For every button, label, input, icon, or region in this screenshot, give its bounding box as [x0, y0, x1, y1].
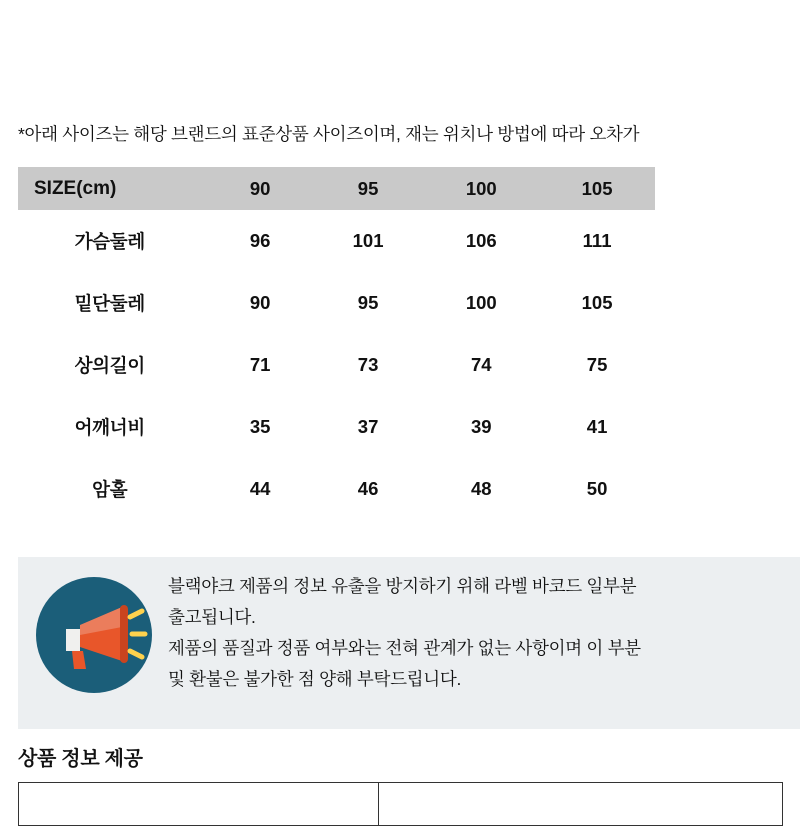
- column-header-95: 95: [357, 177, 379, 199]
- cell-shoulder-100: 39: [470, 416, 492, 437]
- column-header-90: 90: [249, 177, 271, 199]
- cell-hem-95: 95: [357, 292, 379, 313]
- size-chart-table: [18, 167, 655, 520]
- cell-shoulder-90: 35: [249, 416, 271, 437]
- notice-line-3: 제품의 품질과 정품 여부와는 전혀 관계가 없는 사항이며 이 부분: [168, 638, 641, 658]
- table-row: [18, 334, 655, 396]
- cell-hem-90: 90: [249, 292, 271, 313]
- cell-shoulder-95: 37: [357, 416, 379, 437]
- row-label-armhole: 암홀: [92, 479, 128, 500]
- notice-line-2: 출고됩니다.: [168, 607, 256, 627]
- row-label-length: 상의길이: [74, 355, 145, 376]
- notice-line-1: 블랙야크 제품의 정보 유출을 방지하기 위해 라벨 바코드 일부분: [168, 576, 637, 596]
- row-label-chest: 가슴둘레: [74, 231, 145, 252]
- cell-armhole-95: 46: [357, 478, 379, 499]
- cell-length-105: 75: [586, 354, 608, 375]
- product-info-cell-value: [379, 783, 783, 826]
- cell-armhole-90: 44: [249, 478, 271, 499]
- size-notice-text: *아래 사이즈는 해당 브랜드의 표준상품 사이즈이며, 재는 위치나 방법에 따라 오차가: [18, 124, 640, 144]
- section-title-product-info: 상품 정보 제공: [18, 748, 143, 770]
- cell-chest-95: 101: [352, 230, 384, 251]
- table-row: [18, 210, 655, 272]
- table-row: [18, 272, 655, 334]
- table-header-row: [18, 167, 655, 210]
- cell-hem-100: 100: [465, 292, 497, 313]
- size-chart-head: [18, 167, 655, 210]
- column-header-100: 100: [465, 177, 497, 199]
- cell-length-100: 74: [470, 354, 492, 375]
- cell-chest-105: 111: [582, 230, 612, 251]
- product-info-table: [18, 782, 783, 826]
- table-row: [18, 458, 655, 520]
- cell-armhole-100: 48: [470, 478, 492, 499]
- label-notice-text: [168, 571, 800, 695]
- row-label-shoulder: 어깨너비: [74, 417, 145, 438]
- cell-length-95: 73: [357, 354, 379, 375]
- row-label-hem: 밑단둘레: [74, 293, 145, 314]
- megaphone-glyph: [36, 577, 152, 693]
- cell-shoulder-105: 41: [586, 416, 608, 437]
- column-header-105: 105: [581, 177, 613, 199]
- table-row: [18, 396, 655, 458]
- product-info-cell-label: [19, 783, 379, 826]
- column-header-size: SIZE(cm): [34, 177, 117, 199]
- cell-chest-100: 106: [465, 230, 497, 251]
- cell-hem-105: 105: [581, 292, 613, 313]
- cell-length-90: 71: [249, 354, 271, 375]
- size-chart-body: [18, 210, 655, 520]
- cell-chest-90: 96: [249, 230, 271, 251]
- notice-line-4: 및 환불은 불가한 점 양해 부탁드립니다.: [168, 669, 462, 689]
- table-row: [19, 783, 783, 826]
- megaphone-icon: [36, 577, 152, 693]
- cell-armhole-105: 50: [586, 478, 608, 499]
- label-notice-block: [18, 557, 800, 729]
